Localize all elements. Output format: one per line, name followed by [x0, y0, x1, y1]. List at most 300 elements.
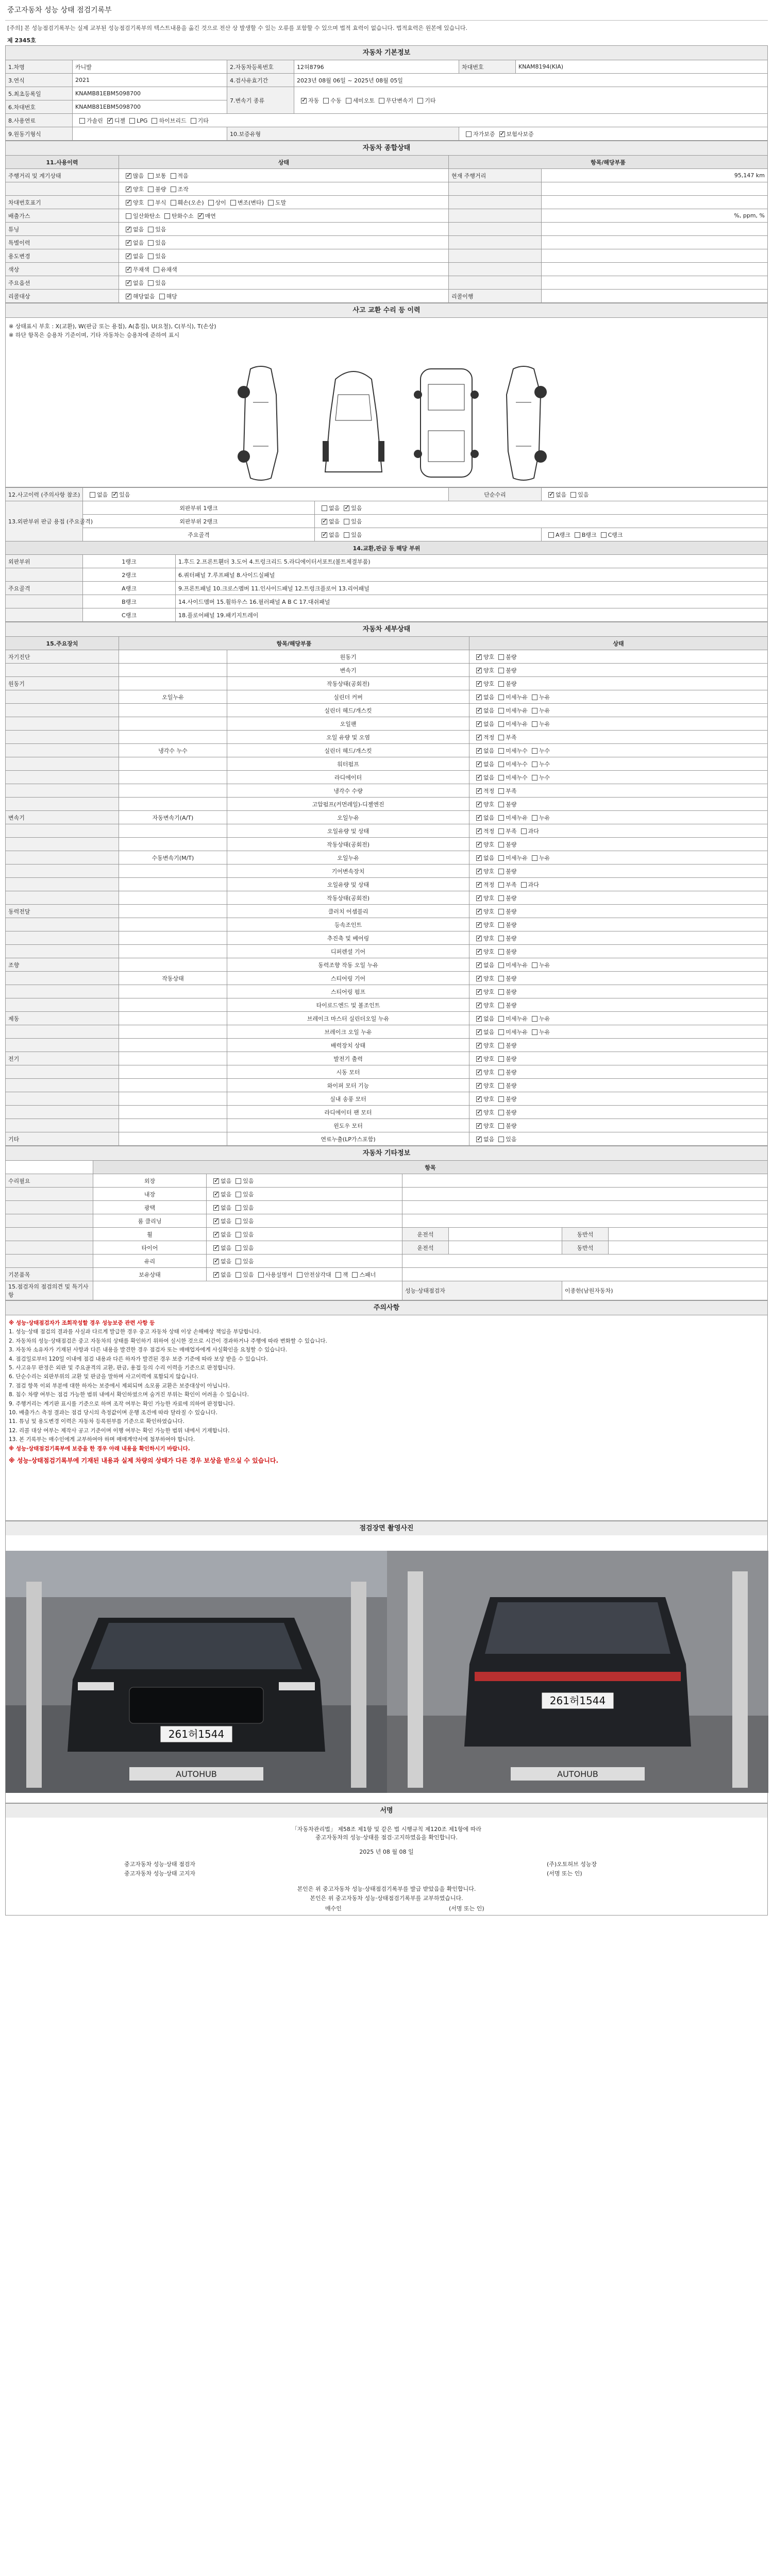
checkbox-label: 미세누유 [506, 693, 528, 701]
checkbox-option[interactable] [472, 787, 494, 795]
checkbox-option[interactable] [494, 787, 516, 795]
status-row [6, 209, 768, 223]
checkbox-option[interactable] [472, 773, 494, 782]
checkbox-icon [476, 1056, 482, 1062]
checkbox-option[interactable] [122, 172, 144, 180]
checkbox-icon [476, 681, 482, 687]
checkbox-option[interactable] [231, 1270, 254, 1279]
checkbox-icon [548, 492, 554, 498]
checkbox-option[interactable] [494, 988, 516, 996]
car-top-front-icon [320, 364, 387, 482]
label-car-name: 1.차명 [6, 60, 73, 74]
sign-buyer: 매수인 [325, 1905, 342, 1912]
checkbox-option[interactable] [494, 1108, 516, 1116]
checkbox-label: 없음 [483, 1136, 495, 1143]
status-row [6, 249, 768, 263]
note-line: 6. 단순수리는 외판부위의 교환 및 판금을 말하며 사고이력에 포함되지 않습니다. [9, 1374, 198, 1380]
checkbox-option[interactable] [494, 867, 516, 875]
checkbox-option[interactable] [528, 854, 550, 862]
checkbox-option[interactable] [319, 96, 341, 105]
checkbox-option[interactable] [494, 1028, 528, 1036]
checkbox-label: 불량 [506, 841, 517, 848]
checkbox-option[interactable] [340, 531, 362, 539]
checkbox-option[interactable] [231, 1244, 254, 1252]
checkbox-option[interactable] [494, 1041, 516, 1049]
checkbox-option[interactable] [528, 760, 550, 768]
status-label: 리콜대상 [6, 290, 119, 303]
checkbox-label: 보통 [155, 172, 166, 179]
checkbox-option[interactable] [494, 747, 528, 755]
checkbox-option[interactable] [472, 907, 494, 916]
checkbox-label: 스패너 [359, 1271, 376, 1278]
detail-options [469, 717, 768, 731]
checkbox-option[interactable] [297, 96, 319, 105]
checkbox-icon [498, 962, 504, 968]
label-accident: 12.사고이력 (주의사항 참조) [6, 488, 83, 501]
section-overall-status: 자동차 종합상태 [5, 141, 768, 155]
checkbox-label: 양호 [483, 1002, 495, 1009]
parts-subheader: 14.교환,판금 등 해당 부위 [6, 541, 768, 555]
checkbox-option[interactable] [472, 974, 494, 982]
detail-row [6, 784, 768, 798]
detail-options [469, 891, 768, 905]
checkbox-option[interactable] [494, 653, 516, 661]
checkbox-option[interactable] [472, 1041, 494, 1049]
checkbox-option[interactable] [86, 490, 108, 499]
checkbox-option[interactable] [472, 1095, 494, 1103]
checkbox-option[interactable] [160, 212, 194, 220]
checkbox-option[interactable] [472, 880, 494, 889]
checkbox-option[interactable] [254, 1270, 293, 1279]
detail-sub [119, 1065, 227, 1079]
checkbox-option[interactable] [472, 814, 494, 822]
checkbox-option[interactable] [209, 1257, 231, 1265]
checkbox-label: 자가보증 [473, 130, 495, 138]
checkbox-label: 없음 [483, 774, 495, 781]
checkbox-option[interactable] [494, 880, 516, 889]
checkbox-option[interactable] [472, 760, 494, 768]
checkbox-option[interactable] [166, 198, 204, 207]
checkbox-label: 없음 [221, 1204, 232, 1211]
checkbox-option[interactable] [570, 531, 597, 539]
checkbox-icon [126, 187, 131, 192]
detail-sub: 자동변속기(A/T) [119, 811, 227, 824]
checkbox-option[interactable] [187, 116, 209, 125]
checkbox-option[interactable] [144, 239, 166, 247]
checkbox-icon [148, 280, 154, 286]
checkbox-option[interactable] [494, 961, 528, 969]
checkbox-option[interactable] [317, 531, 340, 539]
other-group [6, 1228, 93, 1241]
checkbox-icon [126, 280, 131, 286]
checkbox-option[interactable] [122, 265, 149, 274]
checkbox-label: 없음 [483, 747, 495, 754]
note-line: 8. 침수 차량 여부는 점검 가능한 범위 내에서 확인하였으며 숨겨진 부위는 확인이 어려울 수 있습니다. [9, 1392, 249, 1398]
checkbox-label: 없음 [133, 252, 144, 260]
status-label: 주요옵션 [6, 276, 119, 290]
checkbox-option[interactable] [472, 840, 494, 849]
checkbox-option[interactable] [494, 773, 528, 782]
detail-sub [119, 905, 227, 918]
checkbox-option[interactable] [528, 814, 550, 822]
checkbox-option[interactable] [144, 252, 166, 260]
checkbox-option[interactable] [144, 185, 166, 193]
checkbox-option[interactable] [494, 680, 516, 688]
checkbox-option[interactable] [528, 693, 550, 701]
svg-text:AUTOHUB: AUTOHUB [557, 1769, 598, 1779]
frame-options [315, 528, 542, 541]
other-group [6, 1214, 93, 1228]
checkbox-option[interactable] [472, 921, 494, 929]
checkbox-icon [107, 118, 113, 124]
checkbox-label: C랭크 [608, 531, 623, 538]
checkbox-label: 있음 [351, 504, 362, 512]
checkbox-option[interactable] [472, 720, 494, 728]
checkbox-option[interactable] [472, 988, 494, 996]
checkbox-label: 없음 [483, 814, 495, 821]
detail-row [6, 1052, 768, 1065]
checkbox-label: 양호 [483, 841, 495, 848]
checkbox-option[interactable] [413, 96, 435, 105]
checkbox-option[interactable] [494, 814, 528, 822]
notes-heading: ※ 성능·상태점검자가 조회작성할 경우 성능보증 관련 사항 등 [9, 1320, 155, 1326]
checkbox-option[interactable] [472, 653, 494, 661]
checkbox-option[interactable] [494, 1135, 516, 1143]
section-sign: 서명 [5, 1803, 768, 1818]
checkbox-label: 없음 [221, 1217, 232, 1225]
sign-stamp-1: (서명 또는 인) [547, 1870, 582, 1877]
checkbox-option[interactable] [204, 198, 226, 207]
checkbox-option[interactable] [231, 1190, 254, 1198]
checkbox-option[interactable] [340, 504, 362, 512]
checkbox-option[interactable] [528, 747, 550, 755]
other-group: 수리필요 [6, 1174, 93, 1188]
checkbox-option[interactable] [472, 800, 494, 808]
checkbox-icon [112, 492, 117, 498]
checkbox-option[interactable] [566, 490, 589, 499]
note-line: 11. 튜닝 및 용도변경 이력은 자동차 등록원부를 기준으로 확인하였습니다. [9, 1418, 184, 1425]
other-item: 타이어 [93, 1241, 207, 1255]
checkbox-option[interactable] [494, 720, 528, 728]
detail-sub [119, 918, 227, 931]
detail-options [469, 690, 768, 704]
section-detail-status: 자동차 세부상태 [5, 622, 768, 636]
checkbox-option[interactable] [517, 827, 539, 835]
checkbox-icon [129, 118, 135, 124]
checkbox-option[interactable] [147, 116, 186, 125]
checkbox-option[interactable] [494, 1001, 516, 1009]
checkbox-label: 자동 [308, 97, 320, 104]
checkbox-option[interactable] [495, 130, 534, 138]
checkbox-icon [498, 1123, 504, 1129]
checkbox-icon [498, 735, 504, 740]
part-rank: 2랭크 [83, 568, 176, 582]
value-vin: KNAMB81EBM5098700 [73, 100, 227, 114]
checkbox-label: 적정 [483, 827, 495, 835]
checkbox-option[interactable] [122, 279, 144, 287]
checkbox-option[interactable] [528, 773, 550, 782]
checkbox-option[interactable] [472, 1055, 494, 1063]
checkbox-option[interactable] [166, 172, 189, 180]
checkbox-option[interactable] [472, 1081, 494, 1090]
checkbox-option[interactable] [472, 747, 494, 755]
detail-item: 동력조향 작동 오일 누유 [227, 958, 469, 972]
checkbox-option[interactable] [528, 706, 550, 715]
other-row [6, 1228, 768, 1241]
status-row [6, 263, 768, 276]
checkbox-option[interactable] [264, 198, 286, 207]
checkbox-option[interactable] [144, 198, 166, 207]
checkbox-option[interactable] [494, 1081, 516, 1090]
checkbox-icon [498, 1110, 504, 1115]
checkbox-option[interactable] [331, 1270, 348, 1279]
checkbox-option[interactable] [544, 490, 566, 499]
checkbox-option[interactable] [472, 733, 494, 741]
checkbox-option[interactable] [149, 265, 177, 274]
checkbox-option[interactable] [166, 185, 189, 193]
checkbox-option[interactable] [317, 517, 340, 526]
detail-sub [119, 664, 227, 677]
checkbox-option[interactable] [103, 116, 125, 125]
checkbox-option[interactable] [122, 239, 144, 247]
checkbox-option[interactable] [472, 894, 494, 902]
checkbox-option[interactable] [494, 974, 516, 982]
checkbox-label: 양호 [483, 908, 495, 915]
checkbox-label: 양호 [483, 1055, 495, 1062]
checkbox-option[interactable] [226, 198, 264, 207]
checkbox-option[interactable] [472, 867, 494, 875]
checkbox-option[interactable] [122, 292, 155, 300]
checkbox-option[interactable] [472, 1108, 494, 1116]
detail-sub: 냉각수 누수 [119, 744, 227, 757]
doc-title: 중고자동차 성능 상태 점검기록부 [5, 0, 768, 21]
checkbox-option[interactable] [317, 504, 340, 512]
notes-warranty: ※ 성능·상태점검기록부에 보증을 한 경우 아래 내용을 확인하시기 바랍니다. [9, 1445, 190, 1452]
label-vin-short: 차대번호 [459, 60, 516, 74]
other-group [6, 1241, 93, 1255]
part-row [6, 568, 768, 582]
checkbox-option[interactable] [122, 212, 160, 220]
checkbox-option[interactable] [231, 1230, 254, 1239]
status-value [542, 249, 768, 263]
checkbox-label: 불량 [506, 935, 517, 942]
checkbox-option[interactable] [472, 854, 494, 862]
checkbox-option[interactable] [375, 96, 413, 105]
checkbox-icon [148, 253, 154, 259]
detail-row [6, 1106, 768, 1119]
detail-sub [119, 771, 227, 784]
checkbox-option[interactable] [209, 1177, 231, 1185]
other-options [207, 1201, 402, 1214]
checkbox-icon [344, 532, 349, 538]
checkbox-option[interactable] [494, 1068, 516, 1076]
detail-group [6, 878, 119, 891]
checkbox-option[interactable] [125, 117, 147, 124]
detail-row [6, 824, 768, 838]
checkbox-option[interactable] [209, 1270, 231, 1279]
checkbox-option[interactable] [494, 840, 516, 849]
detail-group [6, 798, 119, 811]
checkbox-label: 없음 [221, 1258, 232, 1265]
checkbox-label: 없음 [221, 1231, 232, 1238]
checkbox-option[interactable] [494, 733, 516, 741]
checkbox-label: 없음 [133, 239, 144, 246]
sign-line-2: 중고자동차의 성능·상태를 점검·고지하였음을 확인합니다. [315, 1834, 458, 1841]
checkbox-option[interactable] [494, 894, 516, 902]
checkbox-option[interactable] [472, 1068, 494, 1076]
checkbox-option[interactable] [494, 1122, 516, 1130]
checkbox-option[interactable] [293, 1270, 331, 1279]
checkbox-option[interactable] [209, 1217, 231, 1225]
sign-inspector-org: (주)오토허브 성능장 [547, 1861, 597, 1868]
checkbox-option[interactable] [528, 1028, 550, 1036]
checkbox-option[interactable] [472, 1122, 494, 1130]
detail-item: 실린더 헤드/개스킷 [227, 704, 469, 717]
checkbox-icon [268, 200, 274, 206]
checkbox-option[interactable] [472, 827, 494, 835]
detail-row [6, 690, 768, 704]
checkbox-option[interactable] [544, 531, 570, 539]
checkbox-option[interactable] [231, 1177, 254, 1185]
checkbox-option[interactable] [472, 666, 494, 674]
checkbox-icon [532, 775, 537, 781]
detail-item: 타이로드엔드 및 볼조인트 [227, 998, 469, 1012]
checkbox-icon [498, 855, 504, 861]
checkbox-option[interactable] [472, 961, 494, 969]
checkbox-label: 변조(변타) [237, 199, 264, 206]
checkbox-option[interactable] [231, 1204, 254, 1212]
status-options [119, 249, 449, 263]
checkbox-option[interactable] [494, 800, 516, 808]
checkbox-label: 불량 [506, 894, 517, 902]
checkbox-option[interactable] [528, 1014, 550, 1023]
checkbox-option[interactable] [209, 1190, 231, 1198]
checkbox-option[interactable] [472, 693, 494, 701]
checkbox-label: A랭크 [556, 531, 570, 538]
status-value [542, 263, 768, 276]
checkbox-option[interactable] [472, 1135, 494, 1143]
checkbox-label: 무단변속기 [386, 97, 414, 104]
checkbox-option[interactable] [494, 1055, 516, 1063]
checkbox-option[interactable] [517, 880, 539, 889]
checkbox-option[interactable] [494, 693, 528, 701]
checkbox-option[interactable] [494, 947, 516, 956]
checkbox-icon [498, 775, 504, 781]
checkbox-option[interactable] [231, 1217, 254, 1225]
other-options [207, 1188, 402, 1201]
checkbox-option[interactable] [108, 490, 130, 499]
checkbox-option[interactable] [348, 1270, 376, 1279]
detail-sub [119, 1012, 227, 1025]
checkbox-option[interactable] [494, 706, 528, 715]
detail-sub [119, 865, 227, 878]
checkbox-option[interactable] [494, 1095, 516, 1103]
status-row [6, 290, 768, 303]
checkbox-option[interactable] [494, 854, 528, 862]
checkbox-option[interactable] [209, 1244, 231, 1252]
checkbox-option[interactable] [528, 720, 550, 728]
checkbox-option[interactable] [122, 185, 144, 193]
other-item: 보유상태 [93, 1268, 207, 1281]
detail-row [6, 771, 768, 784]
part-rank: 1랭크 [83, 555, 176, 568]
checkbox-label: 불량 [506, 1095, 517, 1103]
checkbox-option[interactable] [209, 1230, 231, 1239]
other-options [207, 1255, 402, 1268]
checkbox-label: 불량 [506, 1002, 517, 1009]
other-passenger: 동반석 [562, 1228, 609, 1241]
checkbox-option[interactable] [494, 760, 528, 768]
note-line: 13. 본 기록부는 매수인에게 교부하여야 하며 매매계약서에 첨부하여야 합니다. [9, 1436, 195, 1443]
checkbox-option[interactable] [75, 116, 103, 125]
checkbox-option[interactable] [472, 1028, 494, 1036]
checkbox-option[interactable] [494, 666, 516, 674]
checkbox-option[interactable] [231, 1257, 254, 1265]
checkbox-option[interactable] [122, 198, 144, 207]
detail-options [469, 677, 768, 690]
checkbox-option[interactable] [494, 1014, 528, 1023]
checkbox-option[interactable] [340, 517, 362, 526]
detail-options [469, 1092, 768, 1106]
checkbox-option[interactable] [494, 907, 516, 916]
status-row [6, 276, 768, 290]
checkbox-label: 무채색 [133, 266, 149, 273]
checkbox-icon [171, 187, 176, 192]
checkbox-option[interactable] [144, 225, 166, 233]
checkbox-option[interactable] [122, 252, 144, 260]
checkbox-label: 미세누유 [506, 707, 528, 714]
checkbox-option[interactable] [494, 934, 516, 942]
checkbox-option[interactable] [494, 827, 516, 835]
detail-item: 오일유량 및 상태 [227, 824, 469, 838]
detail-row [6, 891, 768, 905]
checkbox-option[interactable] [209, 1204, 231, 1212]
checkbox-option[interactable] [472, 706, 494, 715]
checkbox-option[interactable] [472, 680, 494, 688]
checkbox-option[interactable] [597, 531, 623, 539]
label-inspector: 성능·상태점검자 [402, 1281, 562, 1300]
checkbox-option[interactable] [462, 130, 495, 138]
car-diagram [5, 353, 768, 487]
checkbox-label: 양호 [483, 921, 495, 928]
checkbox-option[interactable] [494, 921, 516, 929]
detail-options [469, 945, 768, 958]
detail-group [6, 851, 119, 865]
checkbox-icon [499, 131, 505, 137]
checkbox-option[interactable] [122, 225, 144, 233]
checkbox-option[interactable] [472, 1014, 494, 1023]
checkbox-option[interactable] [472, 947, 494, 956]
checkbox-option[interactable] [528, 961, 550, 969]
checkbox-icon [476, 761, 482, 767]
checkbox-icon [230, 200, 236, 206]
checkbox-option[interactable] [155, 292, 177, 300]
checkbox-icon [498, 708, 504, 714]
checkbox-option[interactable] [472, 934, 494, 942]
checkbox-option[interactable] [342, 96, 375, 105]
checkbox-option[interactable] [144, 172, 166, 180]
other-group [6, 1188, 93, 1201]
detail-item: 배력장치 상태 [227, 1039, 469, 1052]
checkbox-icon [498, 882, 504, 888]
checkbox-icon [148, 240, 154, 246]
part-list: 14.사이드멤버 15.휠하우스 16.필러패널 A B C 17.대쉬패널 [176, 595, 768, 608]
checkbox-option[interactable] [144, 279, 166, 287]
checkbox-option[interactable] [472, 1001, 494, 1009]
detail-item: 클러치 어셈블리 [227, 905, 469, 918]
checkbox-option[interactable] [194, 212, 216, 220]
notes-compensation: ※ 성능·상태점검기록부에 기재된 내용과 실제 차량의 상태가 다른 경우 보상을 받으실 수 있습니다. [9, 1457, 279, 1465]
